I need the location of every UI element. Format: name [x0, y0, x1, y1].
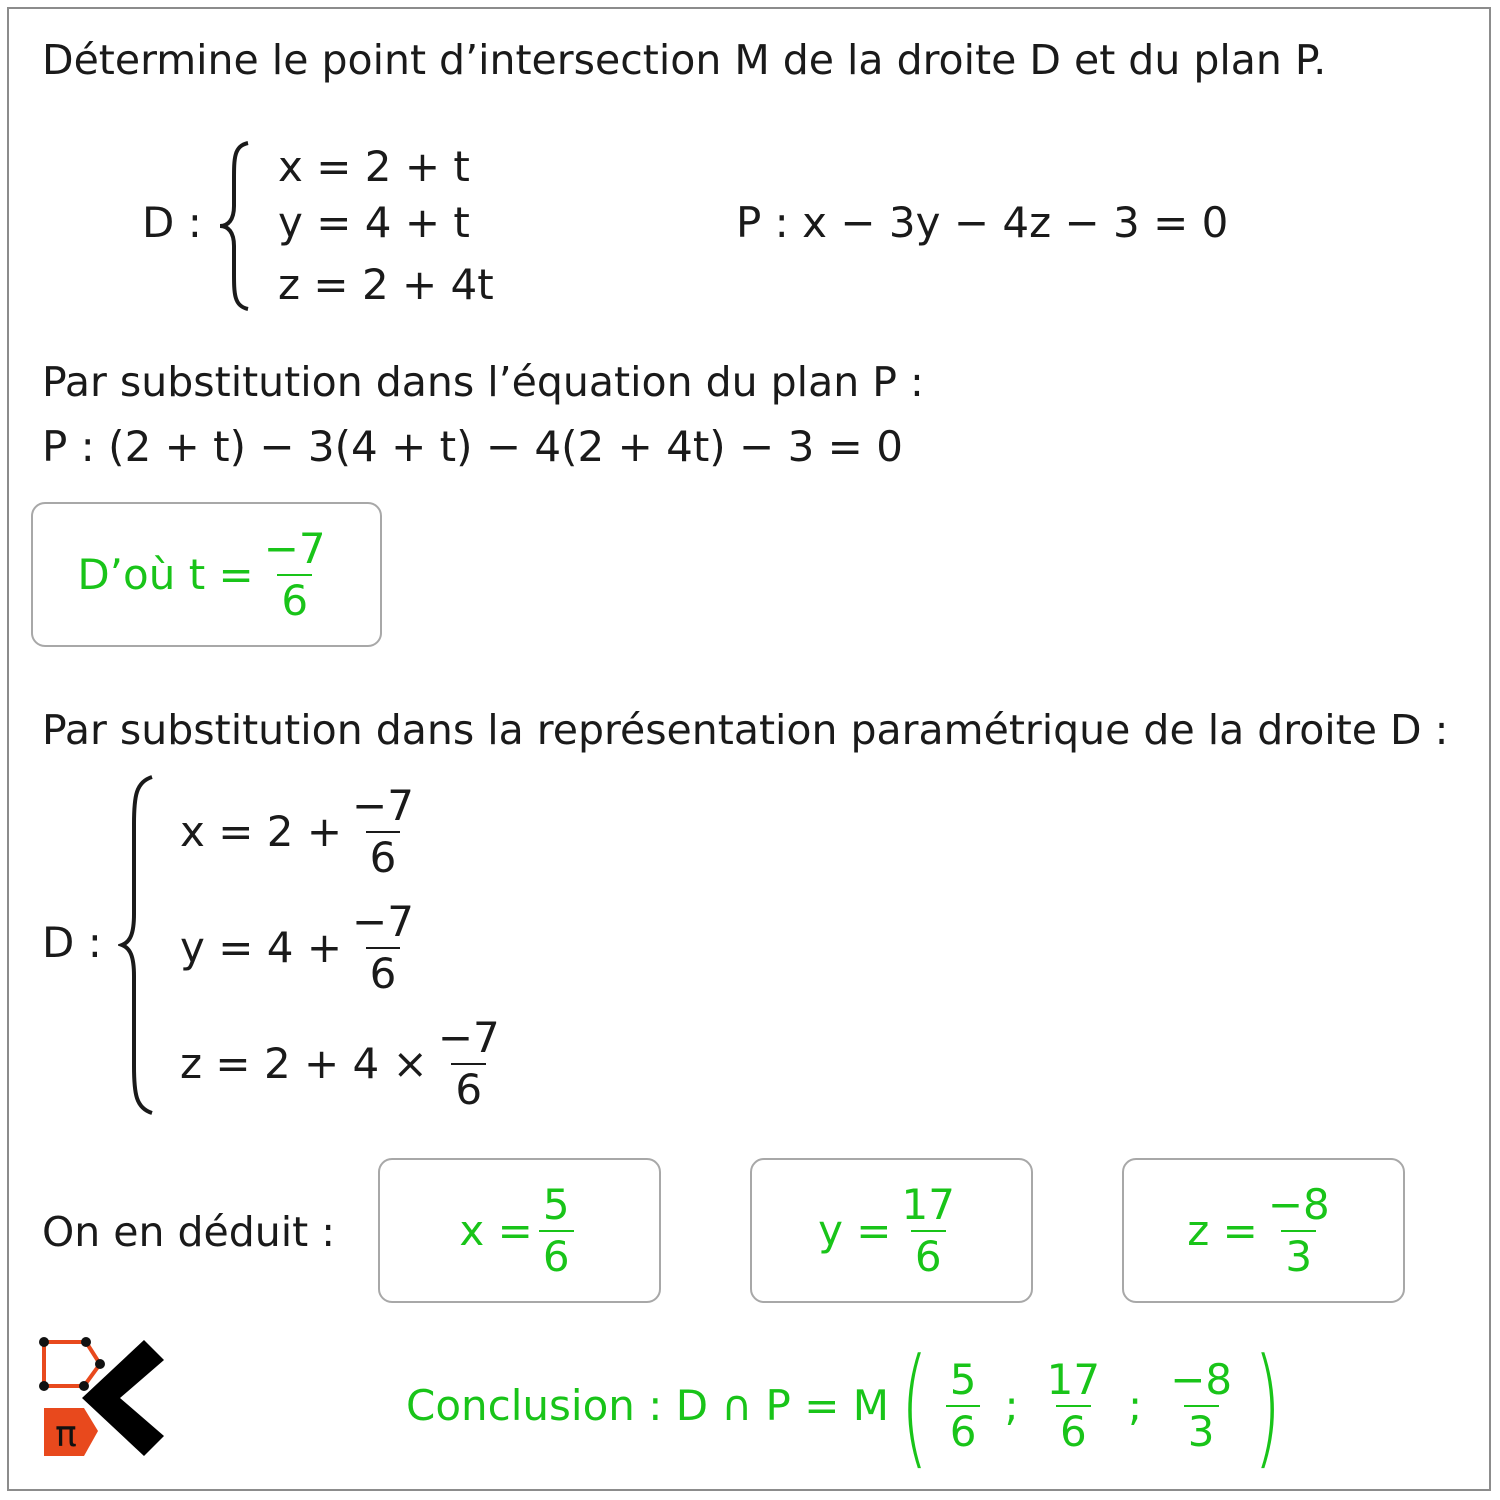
result-z — [1187, 1179, 1340, 1281]
result-y-denominator: 6 — [911, 1230, 946, 1278]
result-x-denominator: 6 — [539, 1230, 574, 1278]
result-z-box — [1122, 1158, 1405, 1303]
conclusion-y-denominator: 6 — [1056, 1405, 1091, 1453]
result-y-box — [750, 1158, 1033, 1303]
substitution-plane-equation: P : (2 + t) − 3(4 + t) − 4(2 + 4t) − 3 = 0 — [42, 422, 903, 471]
result-x — [459, 1179, 579, 1281]
result-t — [77, 523, 335, 625]
system1-label: D : — [142, 198, 202, 247]
system1-brace — [216, 140, 252, 312]
result-z-numerator: −8 — [1267, 1179, 1330, 1229]
result-x-numerator: 5 — [542, 1179, 570, 1229]
logo-icon — [36, 1334, 168, 1462]
result-z-fraction — [1264, 1179, 1334, 1281]
system2-eq-y-prefix: y = 4 + — [180, 923, 343, 972]
conclusion-separator-2: ; — [1128, 1381, 1143, 1430]
system2-eq-x-denominator: 6 — [366, 831, 401, 879]
result-z-denominator: 3 — [1281, 1230, 1316, 1278]
system2-eq-z — [180, 1006, 510, 1122]
result-t-prefix: D’où t = — [77, 549, 254, 599]
conclusion-close-paren: ) — [1253, 1330, 1282, 1482]
substitution-line-heading: Par substitution dans la représentation paramétrique de la droite D : — [42, 706, 1449, 754]
conclusion-y-fraction — [1043, 1355, 1104, 1456]
conclusion-prefix: Conclusion : D ∩ P = M — [406, 1381, 889, 1430]
system2-eq-x-prefix: x = 2 + — [180, 807, 343, 856]
conclusion-x-fraction — [946, 1355, 981, 1456]
system2-eq-y-numerator: −7 — [352, 897, 414, 946]
result-x-fraction — [539, 1179, 574, 1281]
system2-brace — [118, 774, 158, 1116]
system2-eq-z-fraction — [434, 1013, 504, 1114]
system2-eq-x-fraction — [348, 781, 418, 882]
system2-label: D : — [42, 918, 102, 967]
system1-eq-z: z = 2 + 4t — [278, 260, 494, 309]
system2-eq-z-numerator: −7 — [437, 1013, 500, 1062]
result-x-box — [378, 1158, 661, 1303]
logo-glyph: π — [55, 1414, 77, 1455]
system2-eq-y-fraction — [348, 897, 418, 998]
result-y — [818, 1179, 965, 1281]
system1-eq-y: y = 4 + t — [278, 198, 470, 247]
system2-eq-y — [180, 890, 424, 1006]
system2-eq-z-prefix: z = 2 + 4 × — [180, 1039, 428, 1088]
conclusion-open-paren: ( — [900, 1330, 929, 1482]
deduction-label: On en déduit : — [42, 1208, 336, 1256]
result-y-numerator: 17 — [901, 1179, 955, 1229]
result-x-prefix: x = — [459, 1205, 533, 1255]
system2-eq-x-numerator: −7 — [352, 781, 414, 830]
conclusion-z-numerator: −8 — [1170, 1355, 1233, 1404]
conclusion-x-numerator: 5 — [949, 1355, 977, 1404]
result-z-prefix: z = — [1187, 1205, 1258, 1255]
conclusion-z-denominator: 3 — [1184, 1405, 1219, 1453]
plane-equation: P : x − 3y − 4z − 3 = 0 — [736, 198, 1229, 247]
result-t-denominator: 6 — [277, 574, 312, 622]
result-y-fraction — [897, 1179, 958, 1281]
system2-eq-y-denominator: 6 — [366, 947, 401, 995]
conclusion-separator-1: ; — [1004, 1381, 1019, 1430]
result-t-fraction — [260, 523, 330, 625]
conclusion-x-denominator: 6 — [946, 1405, 981, 1453]
system1-eq-x: x = 2 + t — [278, 142, 470, 191]
conclusion — [406, 1330, 1293, 1482]
system2-eq-x — [180, 774, 424, 890]
result-y-prefix: y = — [818, 1205, 892, 1255]
problem-statement: Détermine le point d’intersection M de la droite D et du plan P. — [42, 36, 1327, 84]
conclusion-z-fraction — [1166, 1355, 1236, 1456]
result-t-box — [31, 502, 382, 647]
system2-eq-z-denominator: 6 — [451, 1063, 486, 1111]
substitution-plane-heading: Par substitution dans l’équation du plan P : — [42, 358, 924, 406]
conclusion-y-numerator: 17 — [1046, 1355, 1101, 1404]
result-t-numerator: −7 — [263, 523, 326, 573]
